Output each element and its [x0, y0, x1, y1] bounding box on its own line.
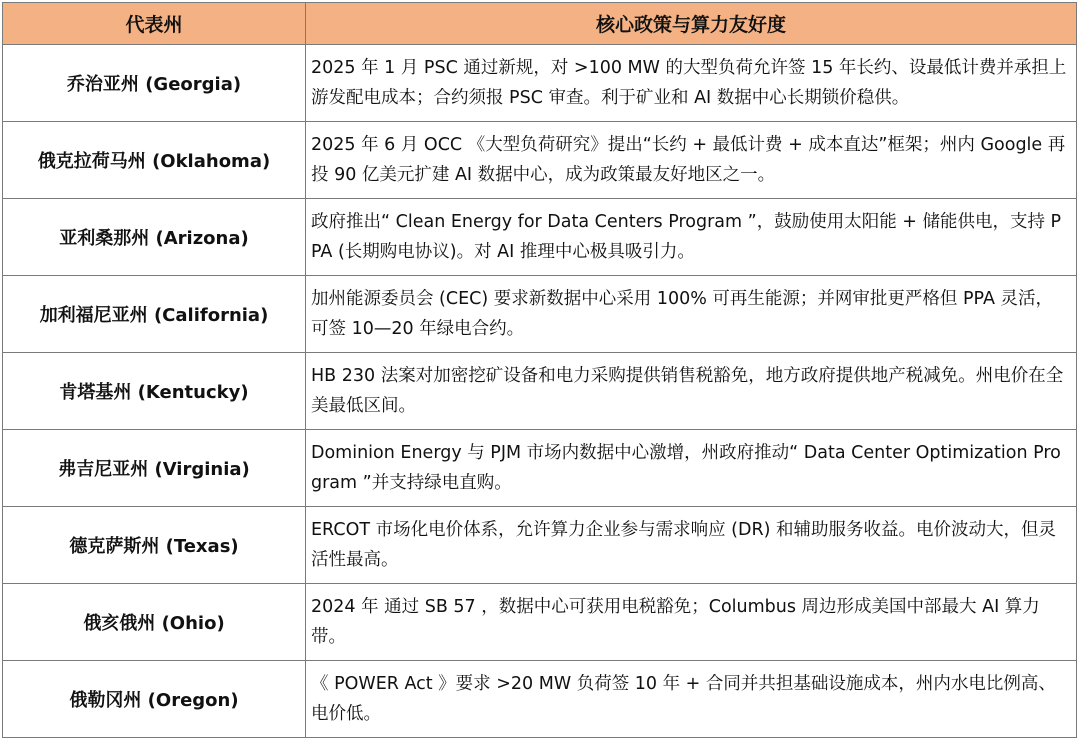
state-cell: 俄亥俄州 (Ohio): [3, 584, 306, 661]
table-row: [3, 353, 1077, 430]
table-row: [3, 199, 1077, 276]
policy-cell: HB 230 法案对加密挖矿设备和电力采购提供销售税豁免，地方政府提供地产税减免。州电价在全美最低区间。: [306, 353, 1077, 430]
policy-cell: ERCOT 市场化电价体系，允许算力企业参与需求响应 (DR) 和辅助服务收益。电价波动大，但灵活性最高。: [306, 507, 1077, 584]
policy-cell: 2025 年 6 月 OCC 《大型负荷研究》提出“长约 + 最低计费 + 成本直达”框架；州内 Google 再投 90 亿美元扩建 AI 数据中心，成为政策最友好地区之一。: [306, 122, 1077, 199]
header-state: 代表州: [3, 3, 306, 45]
policy-cell: 2025 年 1 月 PSC 通过新规，对 >100 MW 的大型负荷允许签 15 年长约、设最低计费并承担上游发配电成本；合约须报 PSC 审查。利于矿业和 AI 数据中心长期锁价稳供。: [306, 45, 1077, 122]
state-cell: 加利福尼亚州 (California): [3, 276, 306, 353]
state-cell: 亚利桑那州 (Arizona): [3, 199, 306, 276]
table-row: [3, 661, 1077, 738]
header-row: [3, 3, 1077, 45]
state-cell: 乔治亚州 (Georgia): [3, 45, 306, 122]
state-cell: 德克萨斯州 (Texas): [3, 507, 306, 584]
header-policy: 核心政策与算力友好度: [306, 3, 1077, 45]
state-cell: 弗吉尼亚州 (Virginia): [3, 430, 306, 507]
table-row: [3, 430, 1077, 507]
policy-cell: 加州能源委员会 (CEC) 要求新数据中心采用 100% 可再生能源；并网审批更严格但 PPA 灵活，可签 10—20 年绿电合约。: [306, 276, 1077, 353]
policy-cell: 政府推出“ Clean Energy for Data Centers Program ”，鼓励使用太阳能 + 储能供电，支持 PPA (长期购电协议)。对 AI 推理中心极具吸引力。: [306, 199, 1077, 276]
state-cell: 俄克拉荷马州 (Oklahoma): [3, 122, 306, 199]
table-row: [3, 45, 1077, 122]
policy-cell: 《 POWER Act 》要求 >20 MW 负荷签 10 年 + 合同并共担基础设施成本，州内水电比例高、电价低。: [306, 661, 1077, 738]
table-row: [3, 276, 1077, 353]
state-cell: 肯塔基州 (Kentucky): [3, 353, 306, 430]
policy-cell: Dominion Energy 与 PJM 市场内数据中心激增，州政府推动“ Data Center Optimization Program ”并支持绿电直购。: [306, 430, 1077, 507]
table-row: [3, 507, 1077, 584]
policy-table: [2, 2, 1077, 738]
table-row: [3, 584, 1077, 661]
policy-cell: 2024 年 通过 SB 57 ，数据中心可获用电税豁免；Columbus 周边形成美国中部最大 AI 算力带。: [306, 584, 1077, 661]
state-cell: 俄勒冈州 (Oregon): [3, 661, 306, 738]
table-row: [3, 122, 1077, 199]
